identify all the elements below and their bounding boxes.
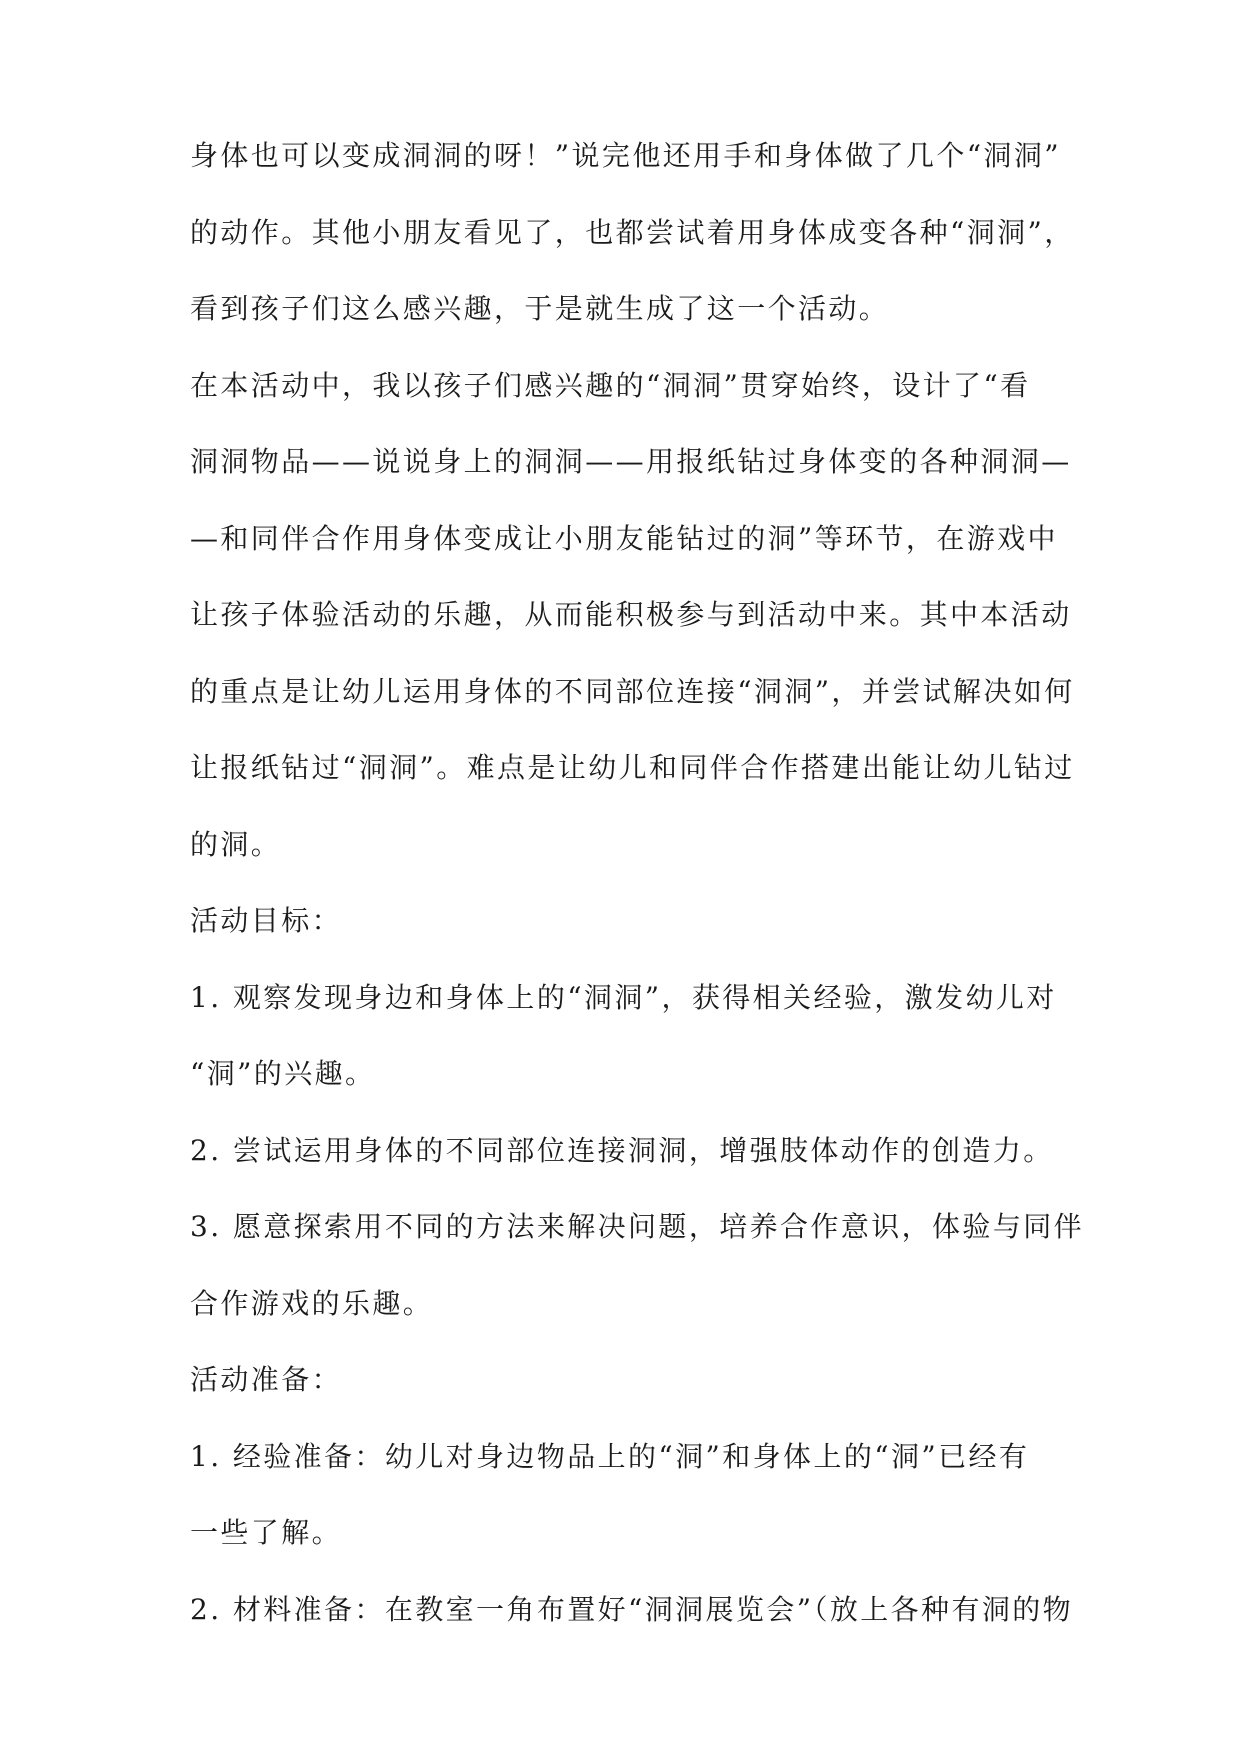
list-item: 2. 材料准备：在教室一角布置好“洞洞展览会”（放上各种有洞的物 <box>190 1592 1074 1626</box>
text-line: 合作游戏的乐趣。 <box>190 1286 434 1320</box>
section-heading: 活动准备： <box>190 1363 343 1396</box>
document-body <box>190 137 1085 1667</box>
list-item: 2. 尝试运用身体的不同部位连接洞洞，增强肢体动作的创造力。 <box>190 1133 1054 1167</box>
text-line: 在本活动中，我以孩子们感兴趣的“洞洞”贯穿始终，设计了“看 <box>190 368 1031 402</box>
text-line: 的动作。其他小朋友看见了，也都尝试着用身体成变各种“洞洞”， <box>190 215 1075 249</box>
section-heading: 活动目标： <box>190 904 343 937</box>
text-line: “洞”的兴趣。 <box>190 1057 376 1090</box>
text-line: 看到孩子们这么感兴趣，于是就生成了这一个活动。 <box>190 292 890 325</box>
text-line: 的重点是让幼儿运用身体的不同部位连接“洞洞”，并尝试解决如何 <box>190 674 1075 708</box>
text-line: 一些了解。 <box>190 1516 343 1549</box>
text-line: 让报纸钻过“洞洞”。难点是让幼儿和同伴合作搭建出能让幼儿钻过 <box>190 751 1075 784</box>
list-item: 1. 经验准备：幼儿对身边物品上的“洞”和身体上的“洞”已经有 <box>190 1439 1030 1473</box>
text-line: 洞洞物品——说说身上的洞洞——用报纸钻过身体变的各种洞洞— <box>190 445 1072 478</box>
list-item: 3. 愿意探索用不同的方法来解决问题，培养合作意识，体验与同伴 <box>190 1210 1085 1243</box>
text-line: 的洞。 <box>190 827 282 861</box>
text-line: 身体也可以变成洞洞的呀！”说完他还用手和身体做了几个“洞洞” <box>190 139 1061 172</box>
text-line: —和同伴合作用身体变成让小朋友能钻过的洞”等环节，在游戏中 <box>190 521 1058 555</box>
list-item: 1. 观察发现身边和身体上的“洞洞”，获得相关经验，激发幼儿对 <box>190 980 1057 1014</box>
text-line: 让孩子体验活动的乐趣，从而能积极参与到活动中来。其中本活动 <box>190 598 1072 631</box>
